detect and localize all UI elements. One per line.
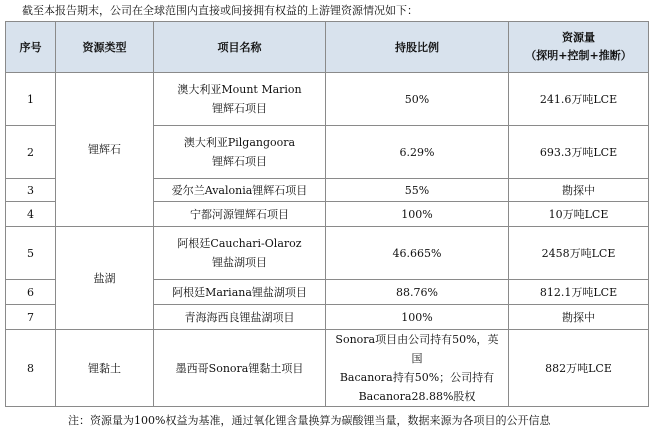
header-resource xyxy=(509,22,649,73)
row-index: 1 xyxy=(6,73,56,126)
stake: 100% xyxy=(326,202,509,227)
header-type: 资源类型 xyxy=(56,22,154,73)
resource: 812.1万吨LCE xyxy=(509,280,649,305)
stake-line: Bacanora28.88%股权 xyxy=(358,390,476,403)
project-name-line: 锂辉石项目 xyxy=(212,155,267,168)
row-index: 3 xyxy=(6,179,56,202)
project-name: 阿根廷Mariana锂盐湖项目 xyxy=(154,280,326,305)
row-index: 5 xyxy=(6,227,56,280)
project-name: 宁都河源锂辉石项目 xyxy=(154,202,326,227)
project-name xyxy=(154,126,326,179)
stake: 50% xyxy=(326,73,509,126)
row-index: 2 xyxy=(6,126,56,179)
project-name-line: 澳大利亚Pilgangoora xyxy=(183,136,296,149)
lithium-resources-table xyxy=(5,21,649,407)
type-clay: 锂黏土 xyxy=(56,330,154,407)
header-index: 序号 xyxy=(6,22,56,73)
table-row xyxy=(6,330,649,407)
header-stake: 持股比例 xyxy=(326,22,509,73)
project-name-line: 澳大利亚Mount Marion xyxy=(177,83,302,96)
stake: 46.665% xyxy=(326,227,509,280)
resource: 241.6万吨LCE xyxy=(509,73,649,126)
table-row xyxy=(6,227,649,280)
resource: 693.3万吨LCE xyxy=(509,126,649,179)
project-name xyxy=(154,227,326,280)
project-name-line: 锂辉石项目 xyxy=(212,102,267,115)
project-name-line: 阿根廷Cauchari-Olaroz xyxy=(177,237,302,250)
type-brine: 盐湖 xyxy=(56,227,154,330)
stake: 6.29% xyxy=(326,126,509,179)
header-project: 项目名称 xyxy=(154,22,326,73)
stake xyxy=(326,330,509,407)
stake-line: Bacanora持有50%；公司持有 xyxy=(339,371,495,384)
stake-line: Sonora项目由公司持有50%，英国 xyxy=(335,333,499,365)
row-index: 8 xyxy=(6,330,56,407)
header-resource-title: 资源量 xyxy=(562,31,595,44)
row-index: 4 xyxy=(6,202,56,227)
type-spodumene: 锂辉石 xyxy=(56,73,154,227)
table-header-row xyxy=(6,22,649,73)
project-name xyxy=(154,73,326,126)
stake: 55% xyxy=(326,179,509,202)
resource: 882万吨LCE xyxy=(509,330,649,407)
table-row xyxy=(6,73,649,126)
resource: 2458万吨LCE xyxy=(509,227,649,280)
resource: 10万吨LCE xyxy=(509,202,649,227)
project-name: 墨西哥Sonora锂黏土项目 xyxy=(154,330,326,407)
row-index: 6 xyxy=(6,280,56,305)
row-index: 7 xyxy=(6,305,56,330)
project-name-line: 锂盐湖项目 xyxy=(212,256,267,269)
resource: 勘探中 xyxy=(509,305,649,330)
resource: 勘探中 xyxy=(509,179,649,202)
project-name: 爱尔兰Avalonia锂辉石项目 xyxy=(154,179,326,202)
stake: 100% xyxy=(326,305,509,330)
header-resource-subtitle: （探明+控制+推断） xyxy=(525,49,632,62)
project-name: 青海海西良锂盐湖项目 xyxy=(154,305,326,330)
footnote: 注：资源量为100%权益为基准，通过氧化锂含量换算为碳酸锂当量，数据来源为各项目的公开信息 xyxy=(68,414,551,427)
stake: 88.76% xyxy=(326,280,509,305)
intro-text: 截至本报告期末，公司在全球范围内直接或间接拥有权益的上游锂资源情况如下： xyxy=(22,4,418,17)
